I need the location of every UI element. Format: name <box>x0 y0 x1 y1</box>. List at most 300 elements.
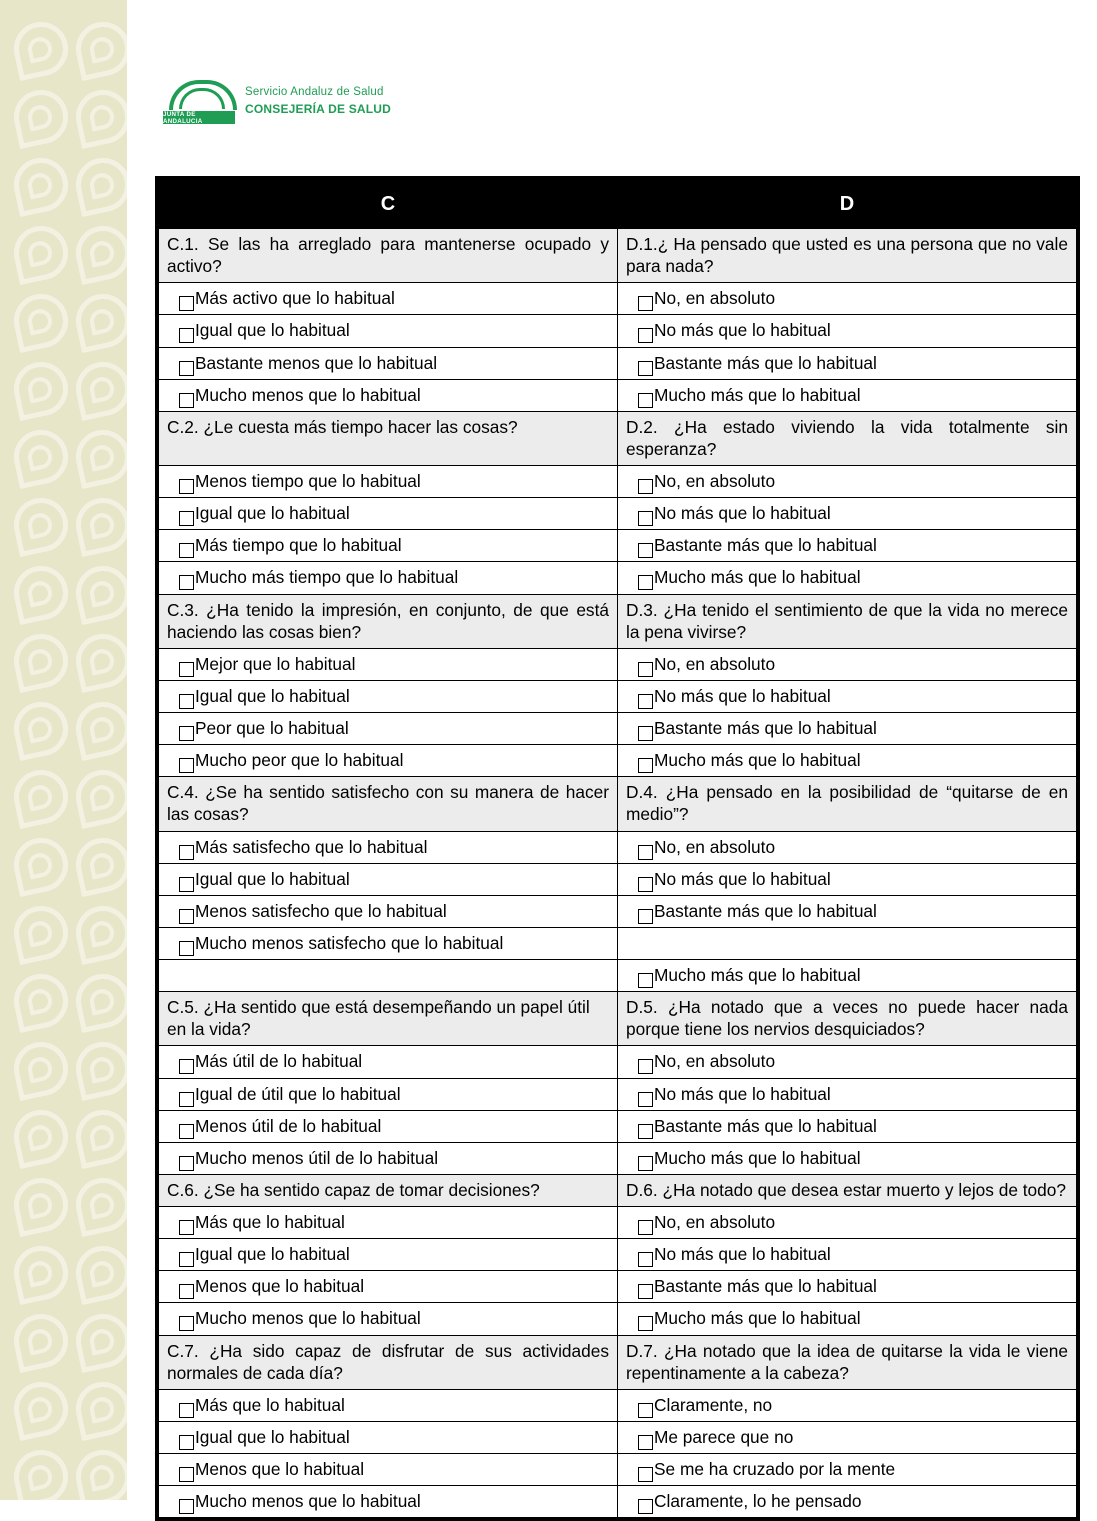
table-row <box>159 960 1077 992</box>
option-label: Más útil de lo habitual <box>195 1051 363 1072</box>
table-row <box>159 1486 1077 1518</box>
answer-option-d[interactable] <box>618 831 1077 863</box>
table-body <box>159 229 1077 1518</box>
option-label: Igual que lo habitual <box>195 685 350 706</box>
answer-option-c[interactable] <box>159 283 618 315</box>
option-row[interactable] <box>626 685 1068 707</box>
answer-option-d[interactable] <box>618 379 1077 411</box>
answer-option-d[interactable] <box>618 1046 1077 1078</box>
table-row <box>159 648 1077 680</box>
option-label: Menos satisfecho que lo habitual <box>195 900 447 921</box>
option-row[interactable] <box>167 1490 609 1512</box>
answer-option-c[interactable] <box>159 1110 618 1142</box>
checkbox-icon[interactable] <box>638 1499 653 1514</box>
question-stem-c <box>159 594 618 648</box>
table-row <box>159 1389 1077 1421</box>
checkbox-icon[interactable] <box>179 393 194 408</box>
question-stem-c <box>159 229 618 283</box>
option-label: No más que lo habitual <box>654 868 831 889</box>
checkbox-icon[interactable] <box>638 361 653 376</box>
table-row <box>159 562 1077 594</box>
checkbox-icon[interactable] <box>179 1467 194 1482</box>
checkbox-icon[interactable] <box>179 877 194 892</box>
question-stem-d <box>618 411 1077 465</box>
answer-option-c[interactable] <box>159 1271 618 1303</box>
checkbox-icon[interactable] <box>179 1316 194 1331</box>
option-label: Mucho menos satisfecho que lo habitual <box>195 932 504 953</box>
logo-line-1: Servicio Andaluz de Salud <box>245 86 384 99</box>
answer-option-c[interactable] <box>159 1303 618 1335</box>
option-row[interactable] <box>167 836 609 858</box>
band-pattern <box>0 0 133 1500</box>
table-row <box>159 1239 1077 1271</box>
option-label: No, en absoluto <box>654 1051 776 1072</box>
checkbox-icon[interactable] <box>638 328 653 343</box>
question-stem-text: D.4. ¿Ha pensado en la posibilidad de “quitarse de en medio”? <box>626 782 1068 825</box>
answer-option-c[interactable] <box>159 1142 618 1174</box>
option-row[interactable] <box>167 900 609 922</box>
answer-option-d[interactable] <box>618 960 1077 992</box>
option-row[interactable] <box>167 685 609 707</box>
logo-text-block <box>245 85 391 117</box>
answer-option-d[interactable] <box>618 466 1077 498</box>
option-row[interactable] <box>626 384 1068 406</box>
checkbox-icon[interactable] <box>638 1156 653 1171</box>
option-row[interactable] <box>626 749 1068 771</box>
option-row[interactable] <box>626 1275 1068 1297</box>
option-label: Más que lo habitual <box>195 1394 345 1415</box>
checkbox-icon[interactable] <box>179 1124 194 1139</box>
table-row <box>159 229 1077 283</box>
answer-option-d[interactable] <box>618 1110 1077 1142</box>
checkbox-icon[interactable] <box>638 543 653 558</box>
checkbox-icon[interactable] <box>179 1284 194 1299</box>
option-label: Igual de útil que lo habitual <box>195 1083 401 1104</box>
checkbox-icon[interactable] <box>179 909 194 924</box>
checkbox-icon[interactable] <box>638 1092 653 1107</box>
option-row[interactable] <box>626 352 1068 374</box>
option-label: Igual que lo habitual <box>195 1426 350 1447</box>
answer-option-c[interactable] <box>159 1486 618 1518</box>
option-row[interactable] <box>626 566 1068 588</box>
answer-option-d[interactable] <box>618 1486 1077 1518</box>
option-row[interactable] <box>167 932 609 954</box>
option-row[interactable] <box>626 1243 1068 1265</box>
question-stem-c <box>159 992 618 1046</box>
option-label: No más que lo habitual <box>654 1244 831 1265</box>
option-label: Menos que lo habitual <box>195 1459 365 1479</box>
junta-andalucia-icon <box>163 78 235 124</box>
option-label: Peor que lo habitual <box>195 718 349 738</box>
answer-option-d[interactable] <box>618 1271 1077 1303</box>
option-row[interactable] <box>167 1115 609 1137</box>
checkbox-icon[interactable] <box>638 973 653 988</box>
table-header-row <box>159 180 1077 229</box>
answer-option-c[interactable] <box>159 1389 618 1421</box>
option-row[interactable] <box>167 1458 609 1480</box>
checkbox-icon[interactable] <box>179 543 194 558</box>
option-row[interactable] <box>167 868 609 890</box>
answer-option-c[interactable] <box>159 648 618 680</box>
option-label: Igual que lo habitual <box>195 1244 350 1265</box>
table-row <box>159 777 1077 831</box>
question-stem-text: C.5. ¿Ha sentido que está desempeñando un papel útil en la vida? <box>167 997 590 1040</box>
checkbox-icon[interactable] <box>638 662 653 677</box>
checkbox-icon[interactable] <box>638 1403 653 1418</box>
checkbox-icon[interactable] <box>179 1059 194 1074</box>
questionnaire-table-wrapper <box>155 176 1080 1521</box>
checkbox-icon[interactable] <box>179 1252 194 1267</box>
option-row[interactable] <box>167 1275 609 1297</box>
answer-option-c[interactable] <box>159 1078 618 1110</box>
option-row[interactable] <box>167 1147 609 1169</box>
table-row <box>159 283 1077 315</box>
checkbox-icon[interactable] <box>638 393 653 408</box>
checkbox-icon[interactable] <box>179 1220 194 1235</box>
column-header-d: D <box>618 180 1077 229</box>
option-row[interactable] <box>167 534 609 556</box>
checkbox-icon[interactable] <box>179 758 194 773</box>
table-row <box>159 992 1077 1046</box>
answer-option-c[interactable] <box>159 895 618 927</box>
question-stem-d <box>618 229 1077 283</box>
option-row[interactable] <box>626 964 1068 986</box>
checkbox-icon[interactable] <box>638 511 653 526</box>
checkbox-icon[interactable] <box>179 479 194 494</box>
answer-option-c[interactable] <box>159 498 618 530</box>
option-label: No, en absoluto <box>654 471 776 491</box>
answer-option-c[interactable] <box>159 1239 618 1271</box>
answer-option-d[interactable] <box>618 562 1077 594</box>
table-row <box>159 863 1077 895</box>
option-label: Claramente, lo he pensado <box>654 1491 862 1512</box>
option-row[interactable] <box>626 717 1068 739</box>
question-stem-c <box>159 1335 618 1389</box>
checkbox-icon[interactable] <box>638 726 653 741</box>
option-row[interactable] <box>167 566 609 588</box>
logo-line-2: CONSEJERÍA DE SALUD <box>245 101 392 116</box>
option-row[interactable] <box>167 1050 609 1072</box>
table-row <box>159 831 1077 863</box>
option-label: No, en absoluto <box>654 836 776 857</box>
table-row <box>159 1110 1077 1142</box>
question-stem-text: D.6. ¿Ha notado que desea estar muerto y lejos de todo? <box>626 1179 1066 1200</box>
empty-cell <box>159 960 618 992</box>
answer-option-c[interactable] <box>159 1421 618 1453</box>
option-label: Más satisfecho que lo habitual <box>195 836 428 857</box>
checkbox-icon[interactable] <box>179 575 194 590</box>
organization-logo <box>163 78 391 124</box>
table-row <box>159 1271 1077 1303</box>
option-label: Se me ha cruzado por la mente <box>654 1459 896 1479</box>
option-row[interactable] <box>167 352 609 374</box>
checkbox-icon[interactable] <box>179 1435 194 1450</box>
option-label: Bastante menos que lo habitual <box>195 352 438 373</box>
checkbox-icon[interactable] <box>638 1467 653 1482</box>
option-row[interactable] <box>626 534 1068 556</box>
option-label: Menos tiempo que lo habitual <box>195 471 421 491</box>
answer-option-c[interactable] <box>159 466 618 498</box>
table-row <box>159 466 1077 498</box>
option-label: Mucho menos útil de lo habitual <box>195 1147 439 1168</box>
option-row[interactable] <box>626 1426 1068 1448</box>
answer-option-c[interactable] <box>159 1454 618 1486</box>
question-stem-text: C.2. ¿Le cuesta más tiempo hacer las cosas? <box>167 416 518 437</box>
option-label: No más que lo habitual <box>654 1083 831 1104</box>
option-label: Más tiempo que lo habitual <box>195 535 402 556</box>
answer-option-c[interactable] <box>159 680 618 712</box>
option-row[interactable] <box>626 319 1068 341</box>
table-row <box>159 713 1077 745</box>
checkbox-icon[interactable] <box>179 662 194 677</box>
option-row[interactable] <box>167 1083 609 1105</box>
table-row <box>159 1454 1077 1486</box>
question-stem-text: C.4. ¿Se ha sentido satisfecho con su manera de hacer las cosas? <box>167 782 609 825</box>
empty-cell <box>618 927 1077 959</box>
option-label: No más que lo habitual <box>654 320 831 341</box>
option-row[interactable] <box>167 502 609 524</box>
checkbox-icon[interactable] <box>638 1252 653 1267</box>
table-row <box>159 530 1077 562</box>
option-row[interactable] <box>167 1394 609 1416</box>
answer-option-d[interactable] <box>618 1239 1077 1271</box>
table-row <box>159 927 1077 959</box>
checkbox-icon[interactable] <box>179 1403 194 1418</box>
option-row[interactable] <box>626 653 1068 675</box>
answer-option-d[interactable] <box>618 648 1077 680</box>
option-row[interactable] <box>167 1426 609 1448</box>
table-row <box>159 680 1077 712</box>
checkbox-icon[interactable] <box>179 328 194 343</box>
option-label: Menos que lo habitual <box>195 1276 365 1297</box>
option-row[interactable] <box>626 900 1068 922</box>
checkbox-icon[interactable] <box>179 361 194 376</box>
option-label: Bastante más que lo habitual <box>654 900 877 921</box>
option-label: Claramente, no <box>654 1394 773 1415</box>
answer-option-c[interactable] <box>159 831 618 863</box>
checkbox-icon[interactable] <box>179 1092 194 1107</box>
table-row <box>159 745 1077 777</box>
answer-option-d[interactable] <box>618 863 1077 895</box>
option-label: Mucho más que lo habitual <box>654 965 861 985</box>
table-row <box>159 895 1077 927</box>
option-row[interactable] <box>167 287 609 309</box>
option-label: Mucho más tiempo que lo habitual <box>195 567 459 588</box>
checkbox-icon[interactable] <box>179 726 194 741</box>
answer-option-c[interactable] <box>159 315 618 347</box>
answer-option-d[interactable] <box>618 1454 1077 1486</box>
answer-option-d[interactable] <box>618 1303 1077 1335</box>
table-row <box>159 498 1077 530</box>
table-row <box>159 1174 1077 1206</box>
option-label: Bastante más que lo habitual <box>654 718 877 738</box>
option-label: No, en absoluto <box>654 1212 776 1232</box>
option-row[interactable] <box>167 319 609 341</box>
answer-option-d[interactable] <box>618 283 1077 315</box>
answer-option-c[interactable] <box>159 562 618 594</box>
answer-option-d[interactable] <box>618 1142 1077 1174</box>
option-label: Mucho más que lo habitual <box>654 750 861 771</box>
question-stem-text: D.3. ¿Ha tenido el sentimiento de que la vida no merece la pena vivirse? <box>626 599 1068 642</box>
option-row[interactable] <box>626 1050 1068 1072</box>
checkbox-icon[interactable] <box>638 1284 653 1299</box>
checkbox-icon[interactable] <box>638 575 653 590</box>
checkbox-icon[interactable] <box>638 479 653 494</box>
option-row[interactable] <box>167 653 609 675</box>
table-row <box>159 1207 1077 1239</box>
table-row <box>159 1142 1077 1174</box>
checkbox-icon[interactable] <box>638 296 653 311</box>
option-label: Bastante más que lo habitual <box>654 1276 877 1297</box>
table-row <box>159 347 1077 379</box>
option-label: Bastante más que lo habitual <box>654 535 877 556</box>
option-label: Mucho menos que lo habitual <box>195 1308 421 1329</box>
checkbox-icon[interactable] <box>179 694 194 709</box>
checkbox-icon[interactable] <box>638 877 653 892</box>
answer-option-d[interactable] <box>618 315 1077 347</box>
question-stem-c <box>159 1174 618 1206</box>
question-stem-c <box>159 411 618 465</box>
option-row[interactable] <box>626 868 1068 890</box>
answer-option-d[interactable] <box>618 347 1077 379</box>
answer-option-c[interactable] <box>159 1046 618 1078</box>
checkbox-icon[interactable] <box>179 296 194 311</box>
option-label: Mucho más que lo habitual <box>654 567 861 588</box>
checkbox-icon[interactable] <box>638 694 653 709</box>
option-row[interactable] <box>626 1490 1068 1512</box>
answer-option-d[interactable] <box>618 1389 1077 1421</box>
option-label: Mucho menos que lo habitual <box>195 384 421 405</box>
answer-option-d[interactable] <box>618 1078 1077 1110</box>
answer-option-c[interactable] <box>159 927 618 959</box>
option-row[interactable] <box>167 1211 609 1233</box>
option-label: Mejor que lo habitual <box>195 653 356 674</box>
question-stem-text: C.3. ¿Ha tenido la impresión, en conjunto, de que está haciendo las cosas bien? <box>167 599 609 642</box>
table-row <box>159 1078 1077 1110</box>
question-stem-d <box>618 777 1077 831</box>
question-stem-d <box>618 992 1077 1046</box>
junta-label: JUNTA DE ANDALUCIA <box>163 111 235 124</box>
checkbox-icon[interactable] <box>638 1059 653 1074</box>
checkbox-icon[interactable] <box>179 941 194 956</box>
option-label: Igual que lo habitual <box>195 503 350 524</box>
option-label: Igual que lo habitual <box>195 868 350 889</box>
checkbox-icon[interactable] <box>638 845 653 860</box>
option-row[interactable] <box>626 1458 1068 1480</box>
option-row[interactable] <box>626 1083 1068 1105</box>
checkbox-icon[interactable] <box>638 1124 653 1139</box>
option-row[interactable] <box>167 470 609 492</box>
answer-option-d[interactable] <box>618 680 1077 712</box>
checkbox-icon[interactable] <box>179 1499 194 1514</box>
checkbox-icon[interactable] <box>179 1156 194 1171</box>
option-row[interactable] <box>167 1307 609 1329</box>
option-row[interactable] <box>626 1147 1068 1169</box>
question-stem-text: C.6. ¿Se ha sentido capaz de tomar decisiones? <box>167 1179 540 1200</box>
column-header-c: C <box>159 180 618 229</box>
option-label: Mucho menos que lo habitual <box>195 1491 421 1512</box>
answer-option-c[interactable] <box>159 1207 618 1239</box>
checkbox-icon[interactable] <box>179 511 194 526</box>
question-stem-text: D.1.¿ Ha pensado que usted es una persona que no vale para nada? <box>626 234 1068 277</box>
option-row[interactable] <box>167 1243 609 1265</box>
option-row[interactable] <box>626 1394 1068 1416</box>
answer-option-c[interactable] <box>159 379 618 411</box>
answer-option-d[interactable] <box>618 1421 1077 1453</box>
option-row[interactable] <box>167 749 609 771</box>
answer-option-d[interactable] <box>618 498 1077 530</box>
option-label: No, en absoluto <box>654 653 776 674</box>
option-row[interactable] <box>626 1115 1068 1137</box>
option-label: Me parece que no <box>654 1426 794 1447</box>
checkbox-icon[interactable] <box>638 1435 653 1450</box>
option-label: Mucho más que lo habitual <box>654 1147 861 1168</box>
option-label: No más que lo habitual <box>654 685 831 706</box>
answer-option-c[interactable] <box>159 347 618 379</box>
answer-option-d[interactable] <box>618 713 1077 745</box>
answer-option-d[interactable] <box>618 745 1077 777</box>
checkbox-icon[interactable] <box>638 758 653 773</box>
question-stem-text: C.1. Se las ha arreglado para mantenerse ocupado y activo? <box>167 234 609 277</box>
questionnaire-table <box>158 179 1077 1518</box>
answer-option-d[interactable] <box>618 530 1077 562</box>
option-row[interactable] <box>626 836 1068 858</box>
answer-option-c[interactable] <box>159 713 618 745</box>
question-stem-text: C.7. ¿Ha sido capaz de disfrutar de sus actividades normales de cada día? <box>167 1340 609 1383</box>
answer-option-d[interactable] <box>618 895 1077 927</box>
option-label: Menos útil de lo habitual <box>195 1115 382 1136</box>
question-stem-d <box>618 1174 1077 1206</box>
option-label: Mucho más que lo habitual <box>654 384 861 405</box>
option-label: Bastante más que lo habitual <box>654 352 877 373</box>
checkbox-icon[interactable] <box>638 1220 653 1235</box>
option-label: Bastante más que lo habitual <box>654 1115 877 1136</box>
table-row <box>159 379 1077 411</box>
option-row[interactable] <box>626 502 1068 524</box>
answer-option-c[interactable] <box>159 863 618 895</box>
option-label: Igual que lo habitual <box>195 320 350 341</box>
option-label: Más activo que lo habitual <box>195 288 395 309</box>
option-label: No más que lo habitual <box>654 503 831 524</box>
option-row[interactable] <box>167 384 609 406</box>
checkbox-icon[interactable] <box>638 909 653 924</box>
question-stem-text: D.7. ¿Ha notado que la idea de quitarse la vida le viene repentinamente a la cabeza? <box>626 1340 1068 1383</box>
option-row[interactable] <box>626 470 1068 492</box>
question-stem-d <box>618 1335 1077 1389</box>
band-edge <box>127 0 133 1500</box>
table-row <box>159 315 1077 347</box>
option-row[interactable] <box>167 717 609 739</box>
option-row[interactable] <box>626 1211 1068 1233</box>
answer-option-d[interactable] <box>618 1207 1077 1239</box>
checkbox-icon[interactable] <box>638 1316 653 1331</box>
option-row[interactable] <box>626 1307 1068 1329</box>
option-label: Mucho más que lo habitual <box>654 1308 861 1329</box>
option-label: Mucho peor que lo habitual <box>195 750 404 771</box>
table-row <box>159 1046 1077 1078</box>
checkbox-icon[interactable] <box>179 845 194 860</box>
answer-option-c[interactable] <box>159 530 618 562</box>
option-label: No, en absoluto <box>654 288 776 309</box>
table-row <box>159 1303 1077 1335</box>
question-stem-text: D.5. ¿Ha notado que a veces no puede hacer nada porque tiene los nervios desquiciados? <box>626 997 1068 1040</box>
table-row <box>159 594 1077 648</box>
answer-option-c[interactable] <box>159 745 618 777</box>
option-row[interactable] <box>626 287 1068 309</box>
table-row <box>159 1421 1077 1453</box>
question-stem-c <box>159 777 618 831</box>
decorative-left-band <box>0 0 133 1500</box>
